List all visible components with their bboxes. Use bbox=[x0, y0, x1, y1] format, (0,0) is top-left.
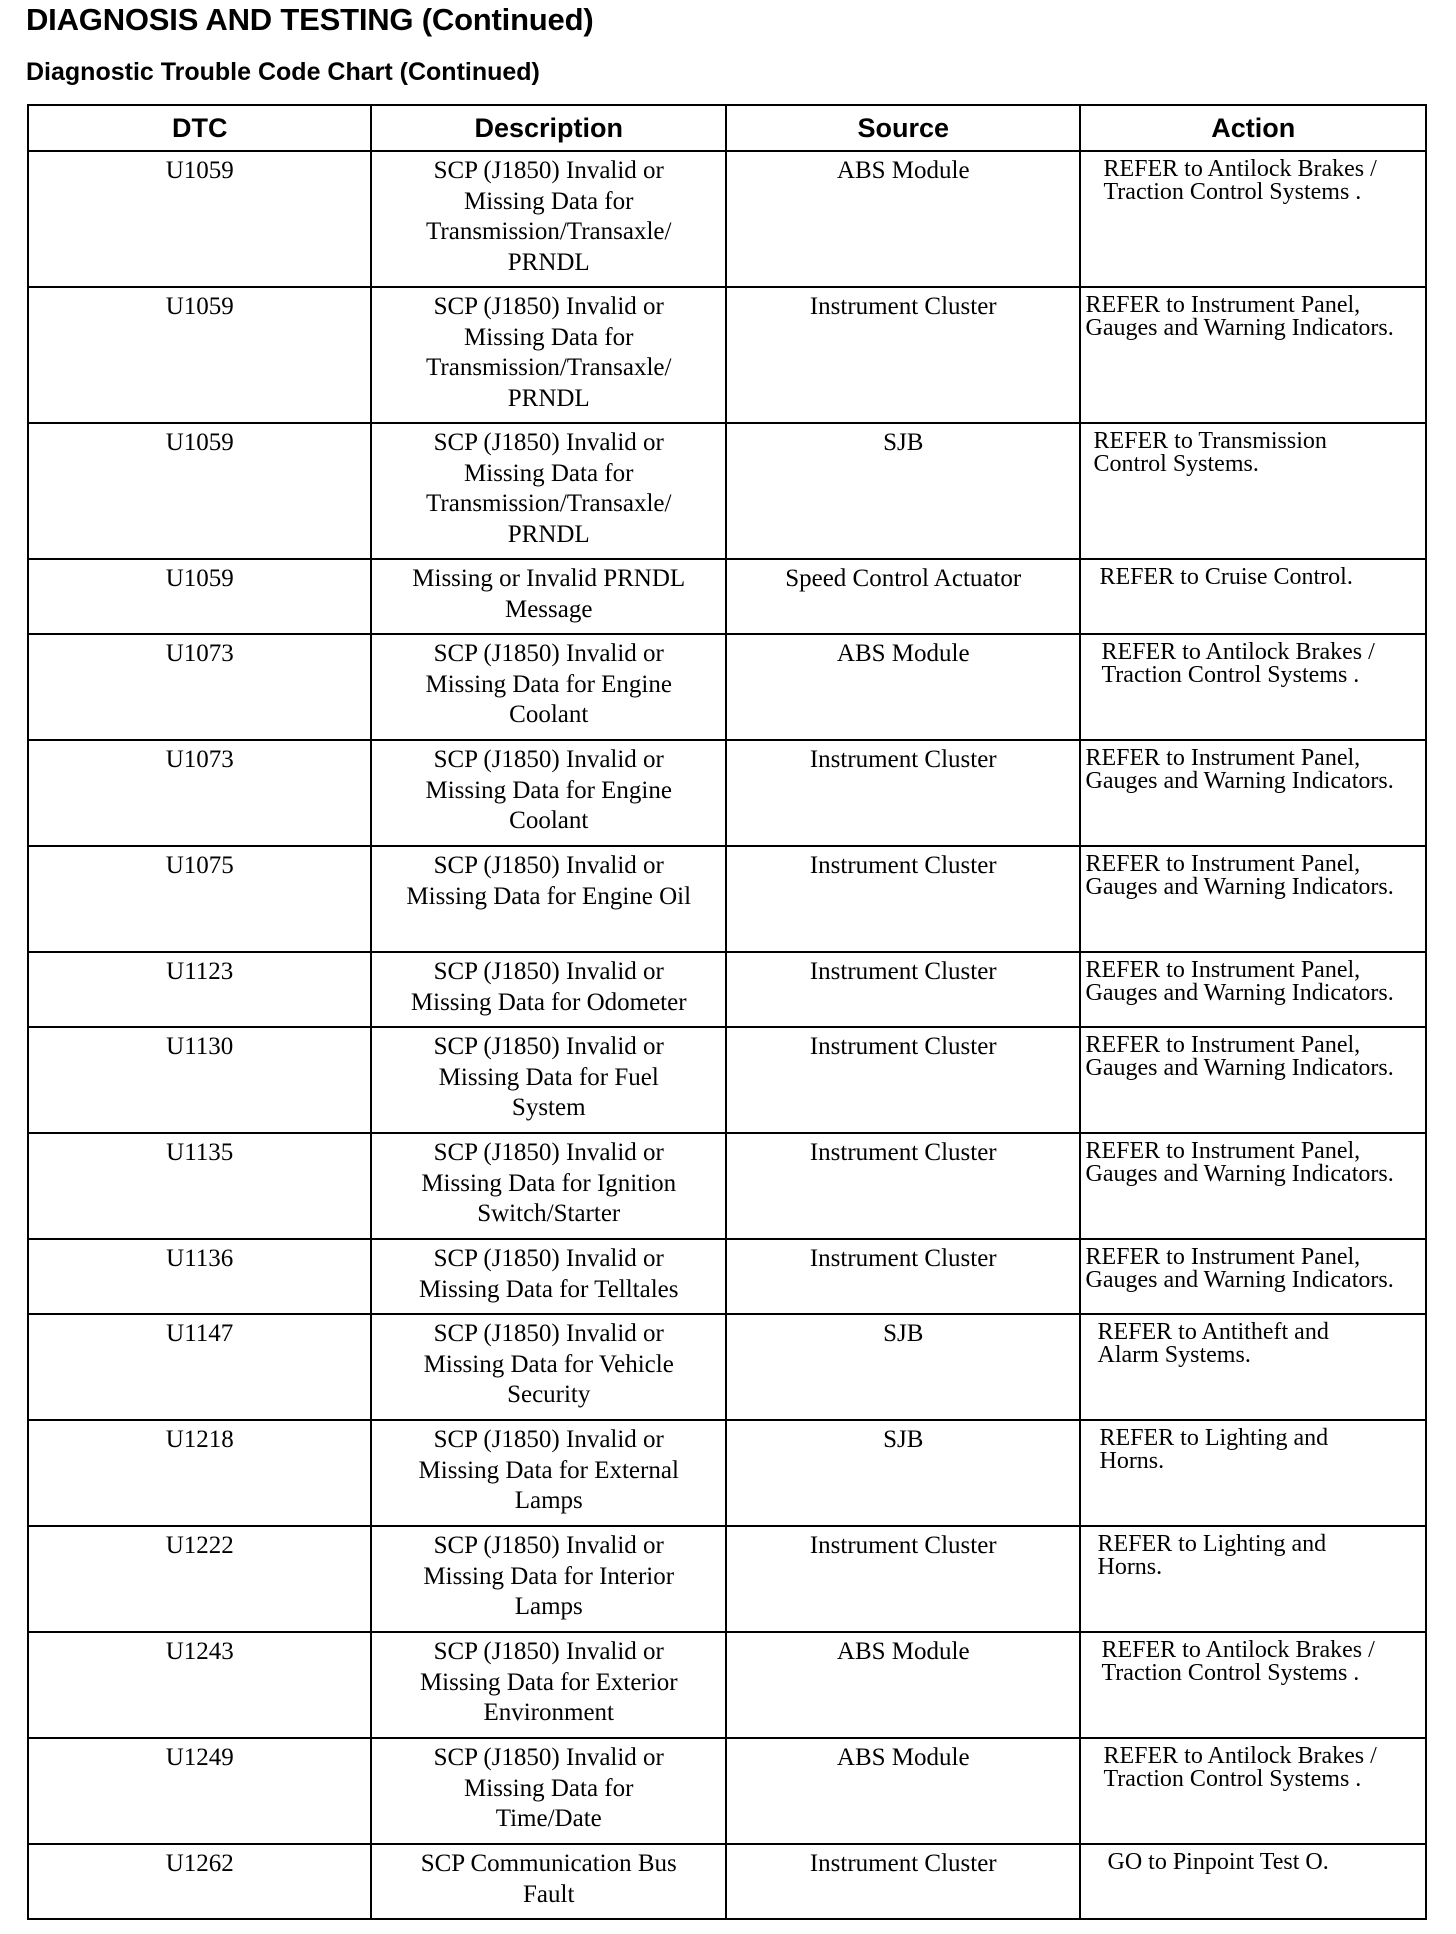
action-cell: REFER to Instrument Panel, Gauges and Warning Indicators. bbox=[1080, 846, 1426, 952]
action-cell: REFER to Instrument Panel, Gauges and Warning Indicators. bbox=[1080, 952, 1426, 1027]
column-header-source: Source bbox=[726, 105, 1081, 151]
dtc-cell: U1130 bbox=[28, 1027, 371, 1133]
description-cell: SCP (J1850) Invalid or Missing Data for Exterior Environment bbox=[371, 1632, 726, 1738]
action-cell: REFER to Antitheft and Alarm Systems. bbox=[1080, 1314, 1426, 1420]
description-cell: SCP (J1850) Invalid or Missing Data for Engine Coolant bbox=[371, 740, 726, 846]
table-row bbox=[28, 1420, 1426, 1526]
table-row bbox=[28, 1314, 1426, 1420]
source-cell: Instrument Cluster bbox=[726, 1027, 1081, 1133]
page-title: DIAGNOSIS AND TESTING (Continued) bbox=[26, 2, 594, 37]
action-cell: REFER to Transmission Control Systems. bbox=[1080, 423, 1426, 559]
action-cell: REFER to Instrument Panel, Gauges and Warning Indicators. bbox=[1080, 287, 1426, 423]
action-cell: REFER to Instrument Panel, Gauges and Warning Indicators. bbox=[1080, 1027, 1426, 1133]
source-cell: Instrument Cluster bbox=[726, 1526, 1081, 1632]
column-header-action: Action bbox=[1080, 105, 1426, 151]
source-cell: Instrument Cluster bbox=[726, 1239, 1081, 1314]
table-row bbox=[28, 1526, 1426, 1632]
dtc-cell: U1059 bbox=[28, 423, 371, 559]
action-cell: REFER to Lighting and Horns. bbox=[1080, 1420, 1426, 1526]
table-row bbox=[28, 287, 1426, 423]
dtc-cell: U1059 bbox=[28, 559, 371, 634]
description-cell: SCP Communication Bus Fault bbox=[371, 1844, 726, 1919]
action-cell: REFER to Instrument Panel, Gauges and Warning Indicators. bbox=[1080, 1239, 1426, 1314]
dtc-cell: U1135 bbox=[28, 1133, 371, 1239]
description-cell: SCP (J1850) Invalid or Missing Data for Time/Date bbox=[371, 1738, 726, 1844]
description-cell: SCP (J1850) Invalid or Missing Data for Telltales bbox=[371, 1239, 726, 1314]
dtc-cell: U1136 bbox=[28, 1239, 371, 1314]
chart-subtitle: Diagnostic Trouble Code Chart (Continued) bbox=[26, 58, 540, 86]
action-cell: GO to Pinpoint Test O. bbox=[1080, 1844, 1426, 1919]
table-body bbox=[28, 151, 1426, 1919]
source-cell: ABS Module bbox=[726, 1632, 1081, 1738]
source-cell: SJB bbox=[726, 1314, 1081, 1420]
description-cell: SCP (J1850) Invalid or Missing Data for Vehicle Security bbox=[371, 1314, 726, 1420]
action-cell: REFER to Antilock Brakes / Traction Control Systems . bbox=[1080, 151, 1426, 287]
action-cell: REFER to Lighting and Horns. bbox=[1080, 1526, 1426, 1632]
dtc-cell: U1073 bbox=[28, 634, 371, 740]
column-header-dtc: DTC bbox=[28, 105, 371, 151]
description-cell: SCP (J1850) Invalid or Missing Data for Transmission/Transaxle/ PRNDL bbox=[371, 287, 726, 423]
dtc-cell: U1123 bbox=[28, 952, 371, 1027]
dtc-cell: U1059 bbox=[28, 287, 371, 423]
dtc-cell: U1249 bbox=[28, 1738, 371, 1844]
source-cell: Instrument Cluster bbox=[726, 846, 1081, 952]
dtc-cell: U1075 bbox=[28, 846, 371, 952]
source-cell: Instrument Cluster bbox=[726, 1844, 1081, 1919]
column-header-description: Description bbox=[371, 105, 726, 151]
table-row bbox=[28, 740, 1426, 846]
action-cell: REFER to Antilock Brakes / Traction Control Systems . bbox=[1080, 1632, 1426, 1738]
description-cell: SCP (J1850) Invalid or Missing Data for Transmission/Transaxle/ PRNDL bbox=[371, 423, 726, 559]
description-cell: SCP (J1850) Invalid or Missing Data for Ignition Switch/Starter bbox=[371, 1133, 726, 1239]
source-cell: Speed Control Actuator bbox=[726, 559, 1081, 634]
dtc-cell: U1073 bbox=[28, 740, 371, 846]
table-header-row bbox=[28, 105, 1426, 151]
source-cell: ABS Module bbox=[726, 151, 1081, 287]
source-cell: Instrument Cluster bbox=[726, 287, 1081, 423]
table-row bbox=[28, 1844, 1426, 1919]
action-cell: REFER to Cruise Control. bbox=[1080, 559, 1426, 634]
action-cell: REFER to Instrument Panel, Gauges and Warning Indicators. bbox=[1080, 1133, 1426, 1239]
description-cell: Missing or Invalid PRNDL Message bbox=[371, 559, 726, 634]
table-row bbox=[28, 559, 1426, 634]
source-cell: SJB bbox=[726, 423, 1081, 559]
table-row bbox=[28, 952, 1426, 1027]
action-cell: REFER to Antilock Brakes / Traction Control Systems . bbox=[1080, 1738, 1426, 1844]
table-row bbox=[28, 1632, 1426, 1738]
dtc-cell: U1243 bbox=[28, 1632, 371, 1738]
table-row bbox=[28, 151, 1426, 287]
description-cell: SCP (J1850) Invalid or Missing Data for Engine Coolant bbox=[371, 634, 726, 740]
action-cell: REFER to Instrument Panel, Gauges and Warning Indicators. bbox=[1080, 740, 1426, 846]
dtc-cell: U1222 bbox=[28, 1526, 371, 1632]
table-row bbox=[28, 1133, 1426, 1239]
description-cell: SCP (J1850) Invalid or Missing Data for Fuel System bbox=[371, 1027, 726, 1133]
table-row bbox=[28, 846, 1426, 952]
source-cell: ABS Module bbox=[726, 1738, 1081, 1844]
description-cell: SCP (J1850) Invalid or Missing Data for Odometer bbox=[371, 952, 726, 1027]
source-cell: ABS Module bbox=[726, 634, 1081, 740]
table-row bbox=[28, 1027, 1426, 1133]
table-row bbox=[28, 1738, 1426, 1844]
description-cell: SCP (J1850) Invalid or Missing Data for Interior Lamps bbox=[371, 1526, 726, 1632]
table-row bbox=[28, 1239, 1426, 1314]
dtc-table bbox=[27, 104, 1427, 1920]
source-cell: SJB bbox=[726, 1420, 1081, 1526]
table-row bbox=[28, 423, 1426, 559]
table-row bbox=[28, 634, 1426, 740]
dtc-cell: U1059 bbox=[28, 151, 371, 287]
dtc-cell: U1262 bbox=[28, 1844, 371, 1919]
source-cell: Instrument Cluster bbox=[726, 952, 1081, 1027]
action-cell: REFER to Antilock Brakes / Traction Control Systems . bbox=[1080, 634, 1426, 740]
dtc-cell: U1147 bbox=[28, 1314, 371, 1420]
source-cell: Instrument Cluster bbox=[726, 1133, 1081, 1239]
dtc-cell: U1218 bbox=[28, 1420, 371, 1526]
description-cell: SCP (J1850) Invalid or Missing Data for Transmission/Transaxle/ PRNDL bbox=[371, 151, 726, 287]
description-cell: SCP (J1850) Invalid or Missing Data for External Lamps bbox=[371, 1420, 726, 1526]
description-cell: SCP (J1850) Invalid or Missing Data for Engine Oil bbox=[371, 846, 726, 952]
source-cell: Instrument Cluster bbox=[726, 740, 1081, 846]
